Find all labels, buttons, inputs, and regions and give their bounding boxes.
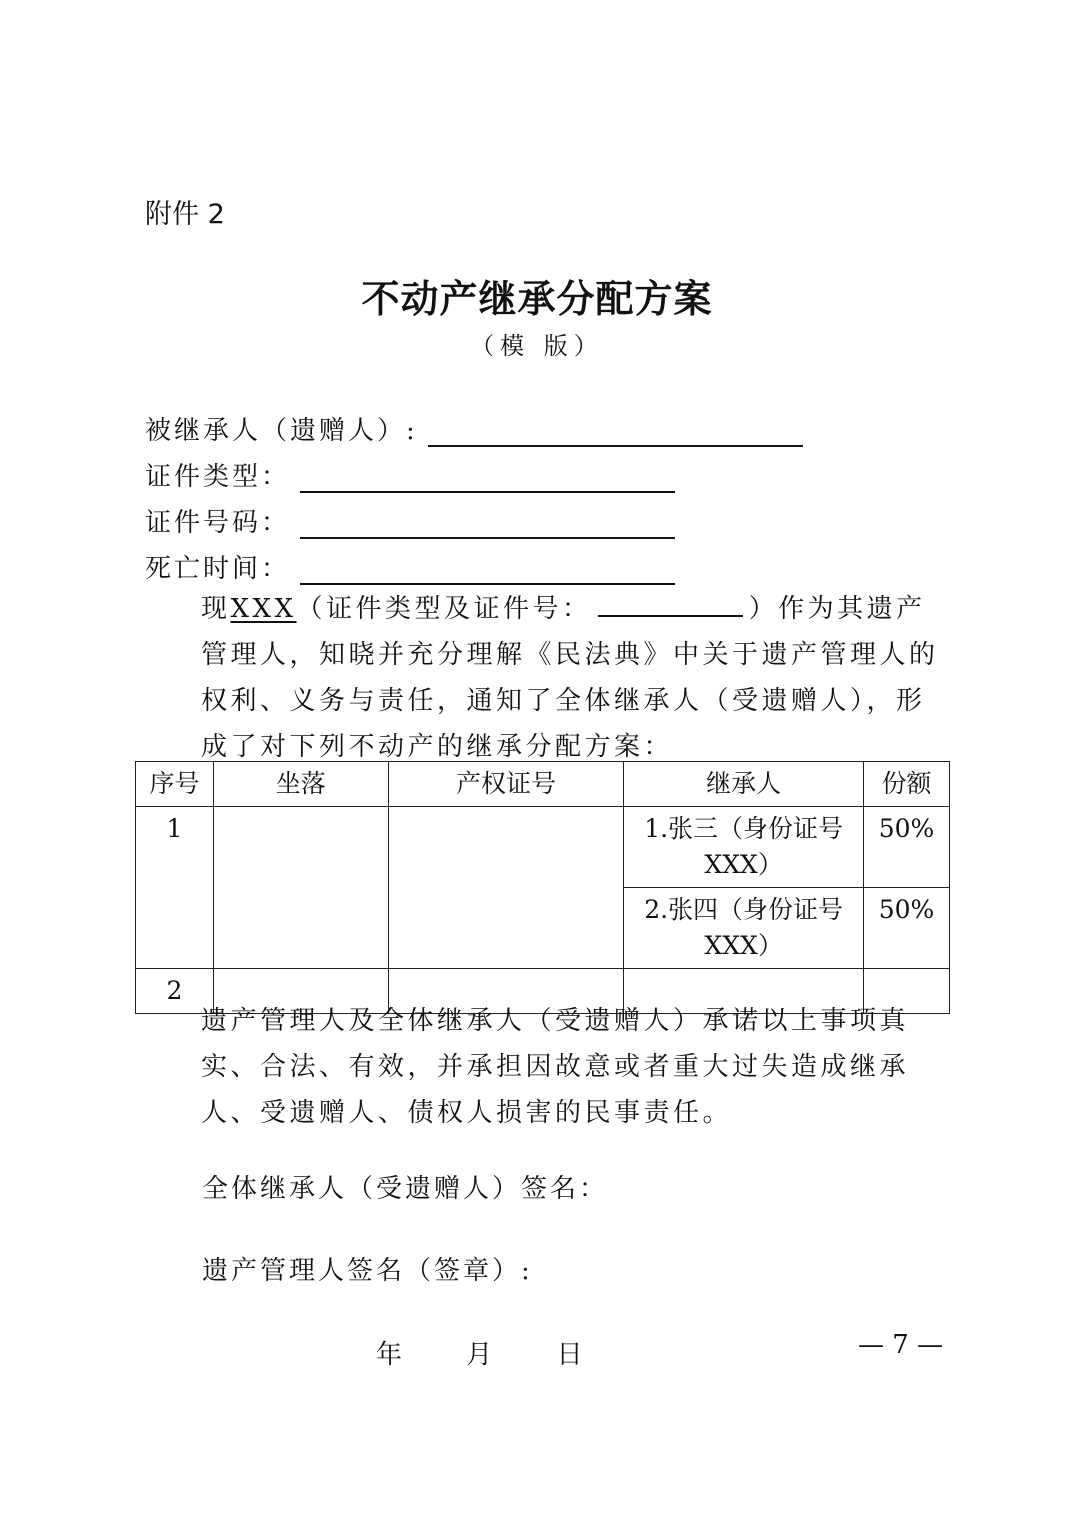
field-id-type xyxy=(145,456,675,493)
intro-text: （证件类型及证件号： xyxy=(296,594,592,624)
date-month: 月 xyxy=(466,1340,493,1370)
field-label: 证件号码： xyxy=(145,508,291,538)
cell-heir: 2.张四（身份证号XXX） xyxy=(624,888,864,969)
field-label: 死亡时间： xyxy=(145,554,291,584)
cell-share: 50% xyxy=(863,807,949,888)
field-id-number xyxy=(145,502,675,539)
intro-text: 现 xyxy=(201,594,231,624)
table-header-row xyxy=(136,762,950,807)
blank-line[interactable] xyxy=(598,593,743,617)
intro-paragraph xyxy=(145,586,945,770)
blank-line[interactable] xyxy=(300,555,675,585)
distribution-table xyxy=(135,761,950,1014)
header-heir: 继承人 xyxy=(624,762,864,807)
document-subtitle: （模 版） xyxy=(470,332,604,360)
manager-signature-label: 遗产管理人签名（签章）: xyxy=(202,1256,533,1286)
heirs-signature-label: 全体继承人（受遗赠人）签名： xyxy=(202,1174,609,1204)
cell-location xyxy=(213,807,388,969)
cell-no: 2 xyxy=(136,969,214,1014)
intro-text: ）作为其遗产管理人，知晓并充分理解《民法典》中关于遗产管理人的权利、义务与责任，通知了全体继承人（受遗赠人），形成了对下列不动产的继承分配方案： xyxy=(201,594,939,762)
table-row xyxy=(136,807,950,888)
field-label: 被继承人（遗赠人）: xyxy=(145,416,418,446)
blank-line[interactable] xyxy=(428,417,803,447)
annex-label: 附件 2 xyxy=(145,199,225,230)
cell-share: 50% xyxy=(863,888,949,969)
document-title: 不动产继承分配方案 xyxy=(361,276,713,321)
header-no: 序号 xyxy=(136,762,214,807)
blank-line[interactable] xyxy=(300,463,675,493)
header-location: 坐落 xyxy=(213,762,388,807)
date-day: 日 xyxy=(556,1340,583,1370)
manager-name: XXX xyxy=(230,594,297,624)
cell-cert xyxy=(388,807,624,969)
blank-line[interactable] xyxy=(300,509,675,539)
commitment-paragraph: 遗产管理人及全体继承人（受遗赠人）承诺以上事项真实、合法、有效，并承担因故意或者重大过失造成继承人、受遗赠人、债权人损害的民事责任。 xyxy=(201,1006,910,1128)
date-year: 年 xyxy=(376,1340,403,1370)
field-label: 证件类型： xyxy=(145,462,291,492)
page-number: — 7 — xyxy=(858,1330,944,1360)
header-cert: 产权证号 xyxy=(388,762,624,807)
header-share: 份额 xyxy=(863,762,949,807)
date-line xyxy=(376,1334,639,1371)
field-decedent xyxy=(145,410,803,447)
field-death-date xyxy=(145,548,675,585)
cell-no: 1 xyxy=(136,807,214,969)
cell-heir: 1.张三（身份证号XXX） xyxy=(624,807,864,888)
